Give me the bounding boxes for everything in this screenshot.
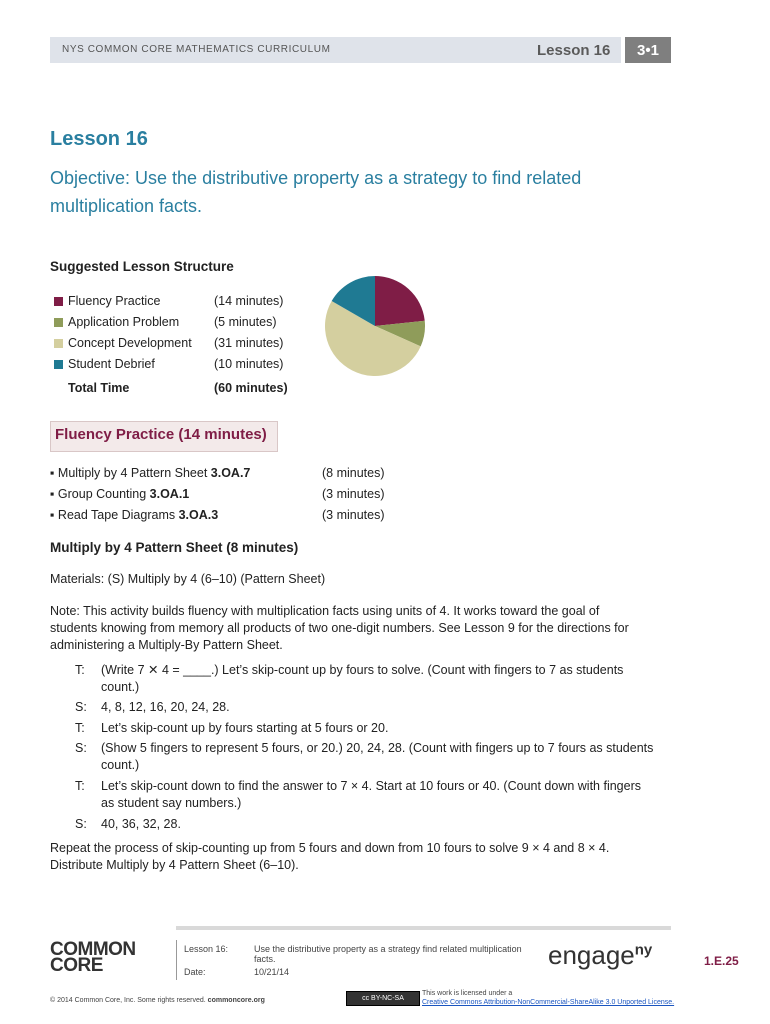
fluency-item-text: Group Counting — [57, 487, 150, 501]
legend-time: (31 minutes) — [214, 336, 284, 350]
copyright-text: © 2014 Common Core, Inc. Some rights reserved. — [50, 997, 208, 1004]
total-label: Total Time — [68, 381, 130, 395]
logo-line: COMMON — [50, 939, 136, 960]
page-title: Lesson 16 — [50, 128, 148, 150]
bullet-icon: ▪ — [50, 508, 55, 522]
legend-time: (14 minutes) — [214, 294, 284, 308]
legend-item-debrief — [54, 354, 284, 374]
curriculum-title: NYS COMMON CORE MATHEMATICS CURRICULUM — [62, 44, 331, 55]
engage-sup: ny — [634, 941, 653, 959]
legend-label: Student Debrief — [68, 357, 155, 371]
legend-swatch — [54, 360, 63, 369]
fluency-item-time: (3 minutes) — [322, 508, 385, 522]
module-badge: 3•1 — [625, 37, 671, 63]
fluency-item-text: Multiply by 4 Pattern Sheet — [57, 466, 211, 480]
bullet-icon: ▪ — [50, 466, 55, 480]
footer-date-value: 10/21/14 — [254, 967, 290, 977]
materials-text: Materials: (S) Multiply by 4 (6–10) (Pattern Sheet) — [50, 572, 326, 586]
legend-time: (5 minutes) — [214, 315, 277, 329]
fluency-item — [50, 508, 385, 522]
legend-item-application — [54, 312, 277, 332]
fluency-item-standard: 3.OA.1 — [149, 487, 190, 501]
fluency-item-time: (8 minutes) — [322, 466, 385, 480]
header-lesson: Lesson 16 — [537, 42, 611, 59]
pie-slice-fluency-practice — [375, 276, 425, 326]
legend-swatch — [54, 318, 63, 327]
dialogue-text: 40, 36, 32, 28. — [101, 817, 181, 831]
footer-lesson-value: Use the distributive property as a strategy find related multiplication facts. — [254, 944, 522, 964]
engage-text: engage — [548, 940, 635, 970]
structure-heading: Suggested Lesson Structure — [50, 259, 234, 274]
total-value: (60 minutes) — [214, 381, 288, 395]
copyright — [50, 997, 265, 1004]
dialogue-text: (Write 7 ✕ 4 = ____.) Let’s skip-count up by fours to solve. (Count with fingers to 7 as students count.) — [101, 663, 624, 694]
fluency-item — [50, 487, 385, 501]
legend-item-concept — [54, 333, 284, 353]
speaker-label: S: — [75, 741, 87, 755]
legend-item-fluency — [54, 291, 284, 311]
footer-vertical-divider — [176, 940, 177, 980]
bullet-icon: ▪ — [50, 487, 55, 501]
footer-date-label: Date: — [184, 967, 206, 977]
fluency-item — [50, 466, 385, 480]
common-core-logo — [50, 939, 136, 976]
speaker-label: T: — [75, 779, 85, 793]
footer-divider — [176, 926, 671, 930]
fluency-item-standard: 3.OA.3 — [178, 508, 219, 522]
dialogue-text: Let’s skip-count up by fours starting at 5 fours or 20. — [101, 721, 389, 735]
logo-line: CORE — [50, 955, 103, 976]
fluency-item-time: (3 minutes) — [322, 487, 385, 501]
closing-text: Repeat the process of skip-counting up from 5 fours and down from 10 fours to solve 9 × 4 and 8 × 4. Distribute Multiply by 4 Pattern Sheet (6–10). — [50, 841, 610, 872]
dialogue-text: (Show 5 fingers to represent 5 fours, or 20.) 20, 24, 28. (Count with fingers up to 7 fours as students count.) — [101, 741, 654, 772]
footer-lesson-label: Lesson 16: — [184, 944, 229, 954]
engageny-logo — [548, 940, 652, 971]
cc-license-badge: cc BY-NC-SA — [346, 991, 420, 1006]
speaker-label: T: — [75, 663, 85, 677]
speaker-label: T: — [75, 721, 85, 735]
section-heading: Multiply by 4 Pattern Sheet (8 minutes) — [50, 540, 299, 555]
speaker-label: S: — [75, 817, 87, 831]
dialogue-text: 4, 8, 12, 16, 20, 24, 28. — [101, 700, 230, 714]
legend-swatch — [54, 339, 63, 348]
lesson-structure-pie-chart — [322, 273, 428, 379]
legend-label: Application Problem — [68, 315, 180, 329]
legend-label: Concept Development — [68, 336, 192, 350]
legend-time: (10 minutes) — [214, 357, 284, 371]
note-text: Note: This activity builds fluency with multiplication facts using units of 4. It works toward the goal of students knowing from memory all products of two one-digit numbers. See Lesson 9 for the directions for administering a Multiply-By Pattern Sheet. — [50, 604, 629, 652]
fluency-item-standard: 3.OA.7 — [210, 466, 251, 480]
speaker-label: S: — [75, 700, 87, 714]
legend-swatch — [54, 297, 63, 306]
fluency-heading: Fluency Practice (14 minutes) — [55, 426, 267, 443]
license-text: This work is licensed under a — [422, 990, 513, 997]
dialogue-text: Let’s skip-count down to find the answer to 7 × 4. Start at 10 fours or 40. (Count down with fingers as student say numbers.) — [101, 779, 641, 810]
page-number: 1.E.25 — [704, 954, 739, 968]
license-link[interactable]: Creative Commons Attribution-NonCommercial-ShareAlike 3.0 Unported License. — [422, 999, 675, 1006]
legend-label: Fluency Practice — [68, 294, 161, 308]
copyright-link[interactable]: commoncore.org — [207, 997, 265, 1004]
fluency-item-text: Read Tape Diagrams — [57, 508, 179, 522]
objective: Objective: Use the distributive property as a strategy to find related multiplication facts. — [50, 168, 582, 216]
